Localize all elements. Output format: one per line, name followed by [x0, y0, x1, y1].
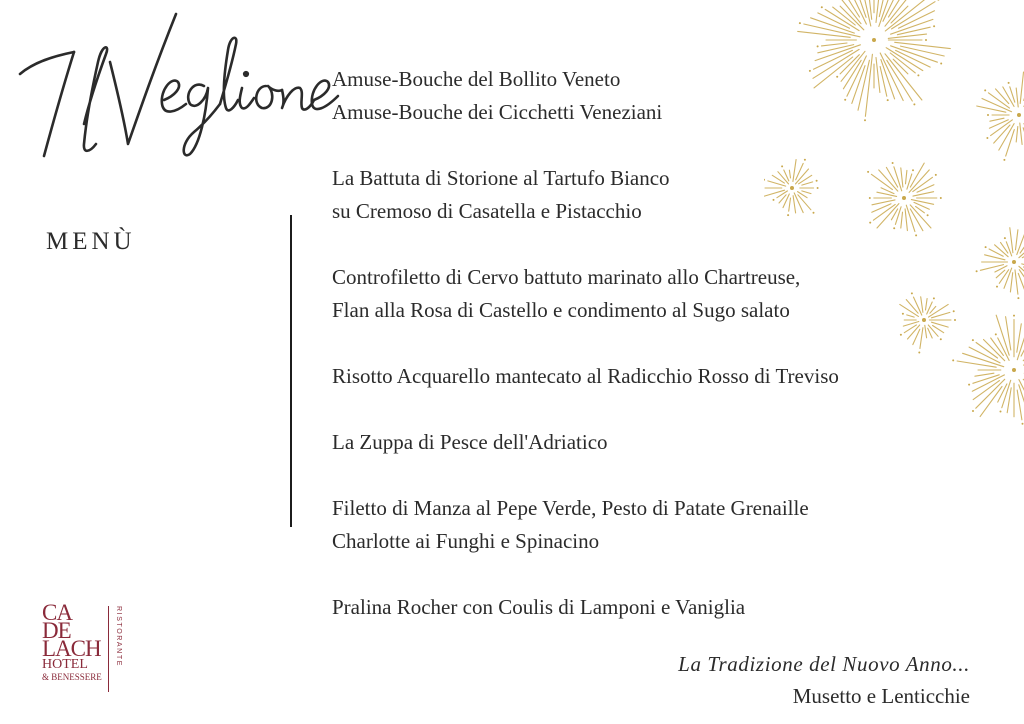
firework-burst: [976, 228, 1024, 299]
firework-burst: [798, 0, 951, 121]
title-script: [14, 4, 344, 174]
course-line: Pralina Rocher con Coulis di Lamponi e Vaniglia: [332, 595, 746, 619]
menu-title: [14, 4, 344, 174]
logo-line-5: & BENESSERE: [42, 672, 102, 682]
logo-vertical-text: RISTORANTE: [115, 606, 122, 667]
course-line: Flan alla Rosa di Castello e condimento al Sugo salato: [332, 298, 790, 322]
firework-burst: [952, 315, 1024, 425]
brand-logo: [42, 600, 126, 696]
logo-line-3: LACH: [42, 636, 101, 661]
firework-burst: [867, 162, 942, 236]
firework-burst: [977, 72, 1024, 161]
course-line: Filetto di Manza al Pepe Verde, Pesto di Patate Grenaille: [332, 496, 809, 520]
tagline: [678, 648, 970, 712]
fireworks-decoration: [764, 0, 1024, 450]
course-item: [332, 492, 992, 558]
course-line: Amuse-Bouche dei Cicchetti Veneziani: [332, 100, 663, 124]
course-line: Charlotte ai Funghi e Spinacino: [332, 529, 600, 553]
course-line: Amuse-Bouche del Bollito Veneto: [332, 67, 621, 91]
logo-line-4: HOTEL: [42, 657, 88, 672]
logo-divider: [108, 606, 109, 692]
course-line: Risotto Acquarello mantecato al Radicchio Rosso di Treviso: [332, 364, 839, 388]
tagline-italic: La Tradizione del Nuovo Anno...: [678, 652, 970, 676]
course-line: La Battuta di Storione al Tartufo Bianco: [332, 166, 670, 190]
course-item: [332, 591, 992, 624]
menu-section-label: MENÙ: [46, 228, 136, 255]
vertical-divider: [290, 215, 292, 527]
course-line: Controfiletto di Cervo battuto marinato allo Chartreuse,: [332, 265, 801, 289]
course-line: La Zuppa di Pesce dell'Adriatico: [332, 430, 608, 454]
firework-burst: [900, 292, 956, 353]
tagline-plain: Musetto e Lenticchie: [792, 684, 970, 708]
course-line: su Cremoso di Casatella e Pistacchio: [332, 199, 642, 223]
firework-burst: [764, 159, 819, 216]
logo-line-2: DE: [42, 618, 71, 643]
logo-line-1: CA: [42, 600, 72, 625]
